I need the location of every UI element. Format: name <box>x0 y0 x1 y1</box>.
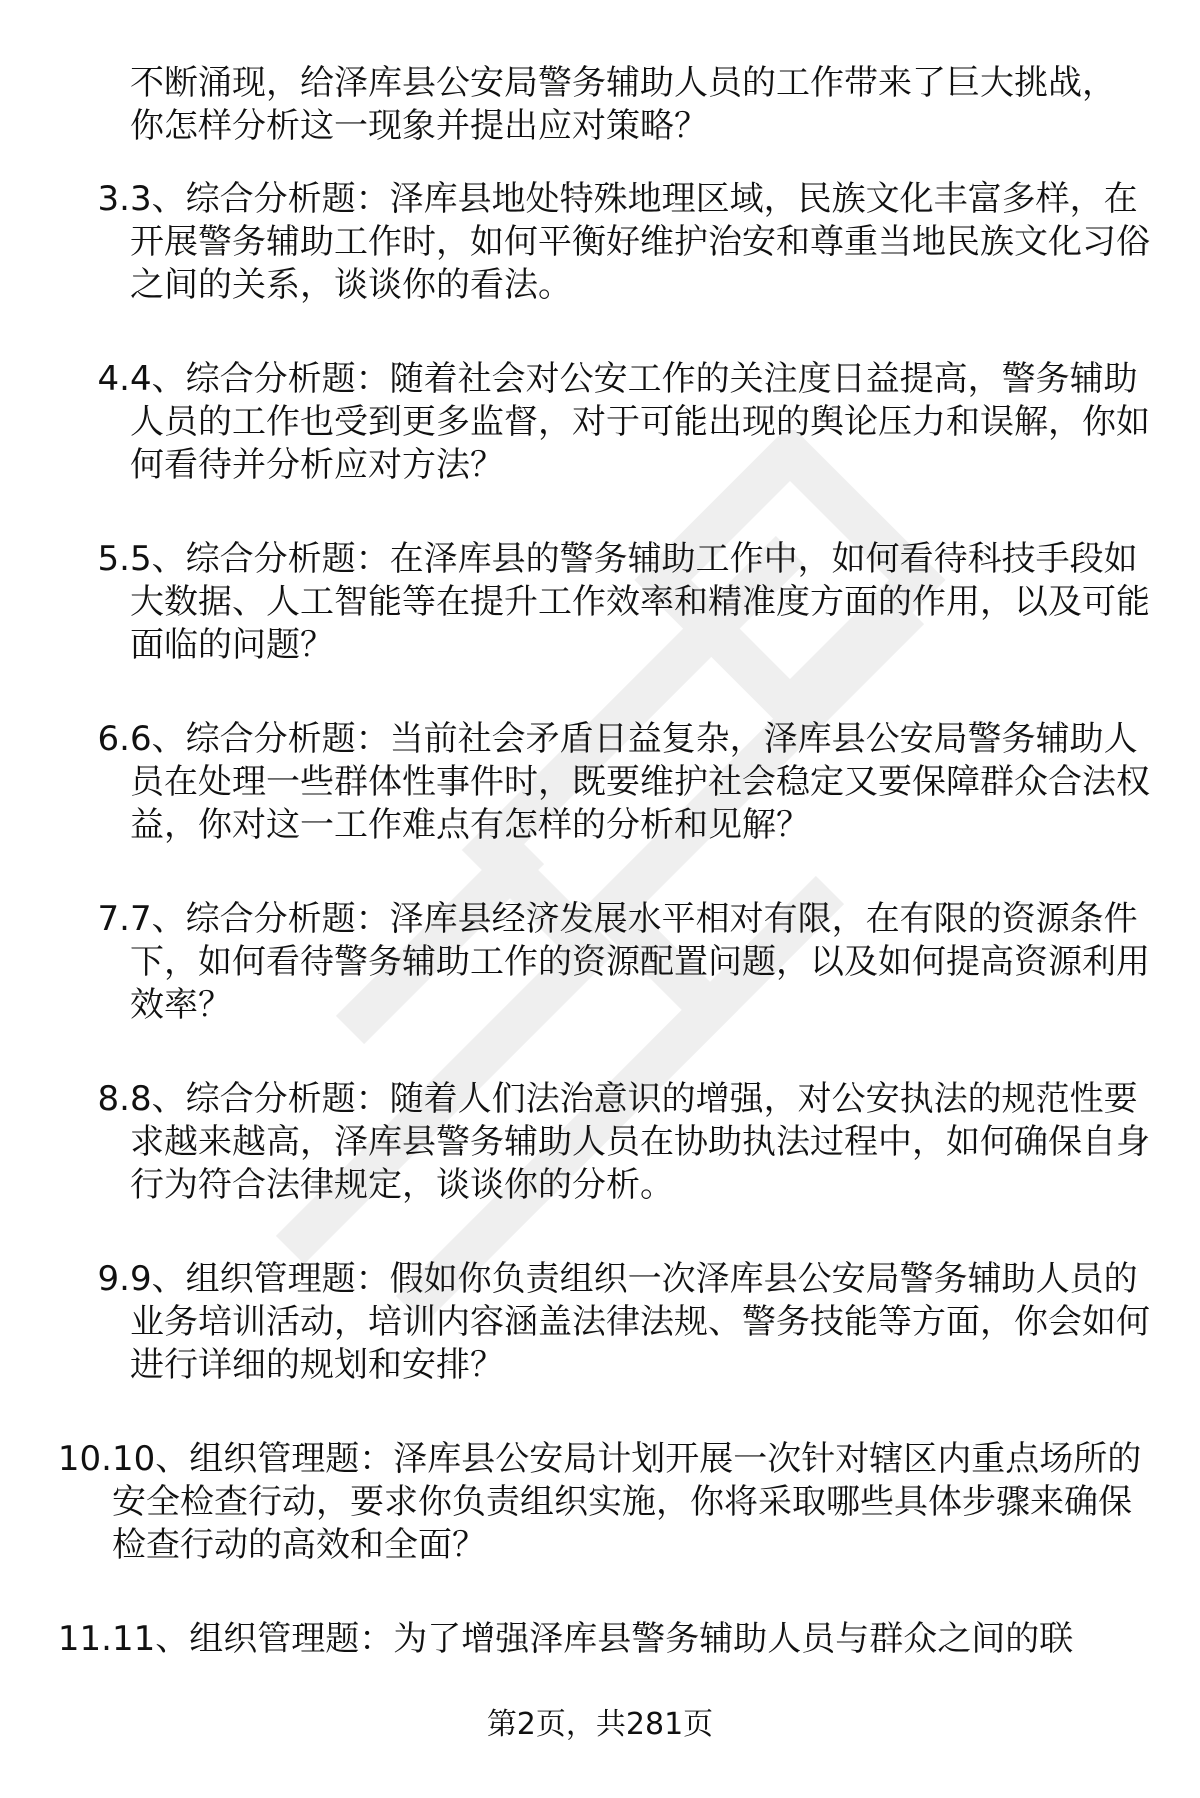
question-number: 7. <box>97 899 130 939</box>
question-text: 8、综合分析题：随着人们法治意识的增强，对公安执法的规范性要求越来越高，泽库县警务辅助人员在协助执法过程中，如何确保自身行为符合法律规定，谈谈你的分析。 <box>130 1079 1150 1205</box>
question-number: 8. <box>97 1079 130 1119</box>
question-item <box>0 358 1200 538</box>
question-item <box>0 1258 1200 1438</box>
question-text: 3、综合分析题：泽库县地处特殊地理区域，民族文化丰富多样，在开展警务辅助工作时，如何平衡好维护治安和尊重当地民族文化习俗之间的关系，谈谈你的看法。 <box>130 179 1150 305</box>
question-list <box>0 178 1200 1798</box>
question-item <box>0 898 1200 1078</box>
question-text: 4、综合分析题：随着社会对公安工作的关注度日益提高，警务辅助人员的工作也受到更多监督，对于可能出现的舆论压力和误解，你如何看待并分析应对方法？ <box>130 359 1150 485</box>
question-number: 6. <box>97 719 130 759</box>
question-text: 6、综合分析题：当前社会矛盾日益复杂，泽库县公安局警务辅助人员在处理一些群体性事件时，既要维护社会稳定又要保障群众合法权益，你对这一工作难点有怎样的分析和见解？ <box>130 719 1150 845</box>
question-number: 10. <box>57 1439 112 1479</box>
question-item <box>0 538 1200 718</box>
question-text: 11、组织管理题：为了增强泽库县警务辅助人员与群众之间的联 <box>112 1619 1074 1659</box>
question-text: 7、综合分析题：泽库县经济发展水平相对有限，在有限的资源条件下，如何看待警务辅助工作的资源配置问题，以及如何提高资源利用效率？ <box>130 899 1150 1025</box>
question-number: 3. <box>97 179 130 219</box>
question-number: 9. <box>97 1259 130 1299</box>
question-item <box>0 1438 1200 1618</box>
question-text: 5、综合分析题：在泽库县的警务辅助工作中，如何看待科技手段如大数据、人工智能等在提升工作效率和精准度方面的作用，以及可能面临的问题？ <box>130 539 1150 665</box>
question-item <box>0 178 1200 358</box>
intro-paragraph: 不断涌现，给泽库县公安局警务辅助人员的工作带来了巨大挑战，你怎样分析这一现象并提出应对策略？ <box>130 63 1116 146</box>
question-text: 9、组织管理题：假如你负责组织一次泽库县公安局警务辅助人员的业务培训活动，培训内容涵盖法律法规、警务技能等方面，你会如何进行详细的规划和安排？ <box>130 1259 1150 1385</box>
question-item <box>0 1078 1200 1258</box>
question-text: 10、组织管理题：泽库县公安局计划开展一次针对辖区内重点场所的安全检查行动，要求你负责组织实施，你将采取哪些具体步骤来确保检查行动的高效和全面？ <box>112 1439 1142 1565</box>
question-number: 11. <box>57 1619 112 1659</box>
question-number: 5. <box>97 539 130 579</box>
question-item <box>0 718 1200 898</box>
question-number: 4. <box>97 359 130 399</box>
page-footer: 第2页，共281页 <box>486 1707 714 1742</box>
